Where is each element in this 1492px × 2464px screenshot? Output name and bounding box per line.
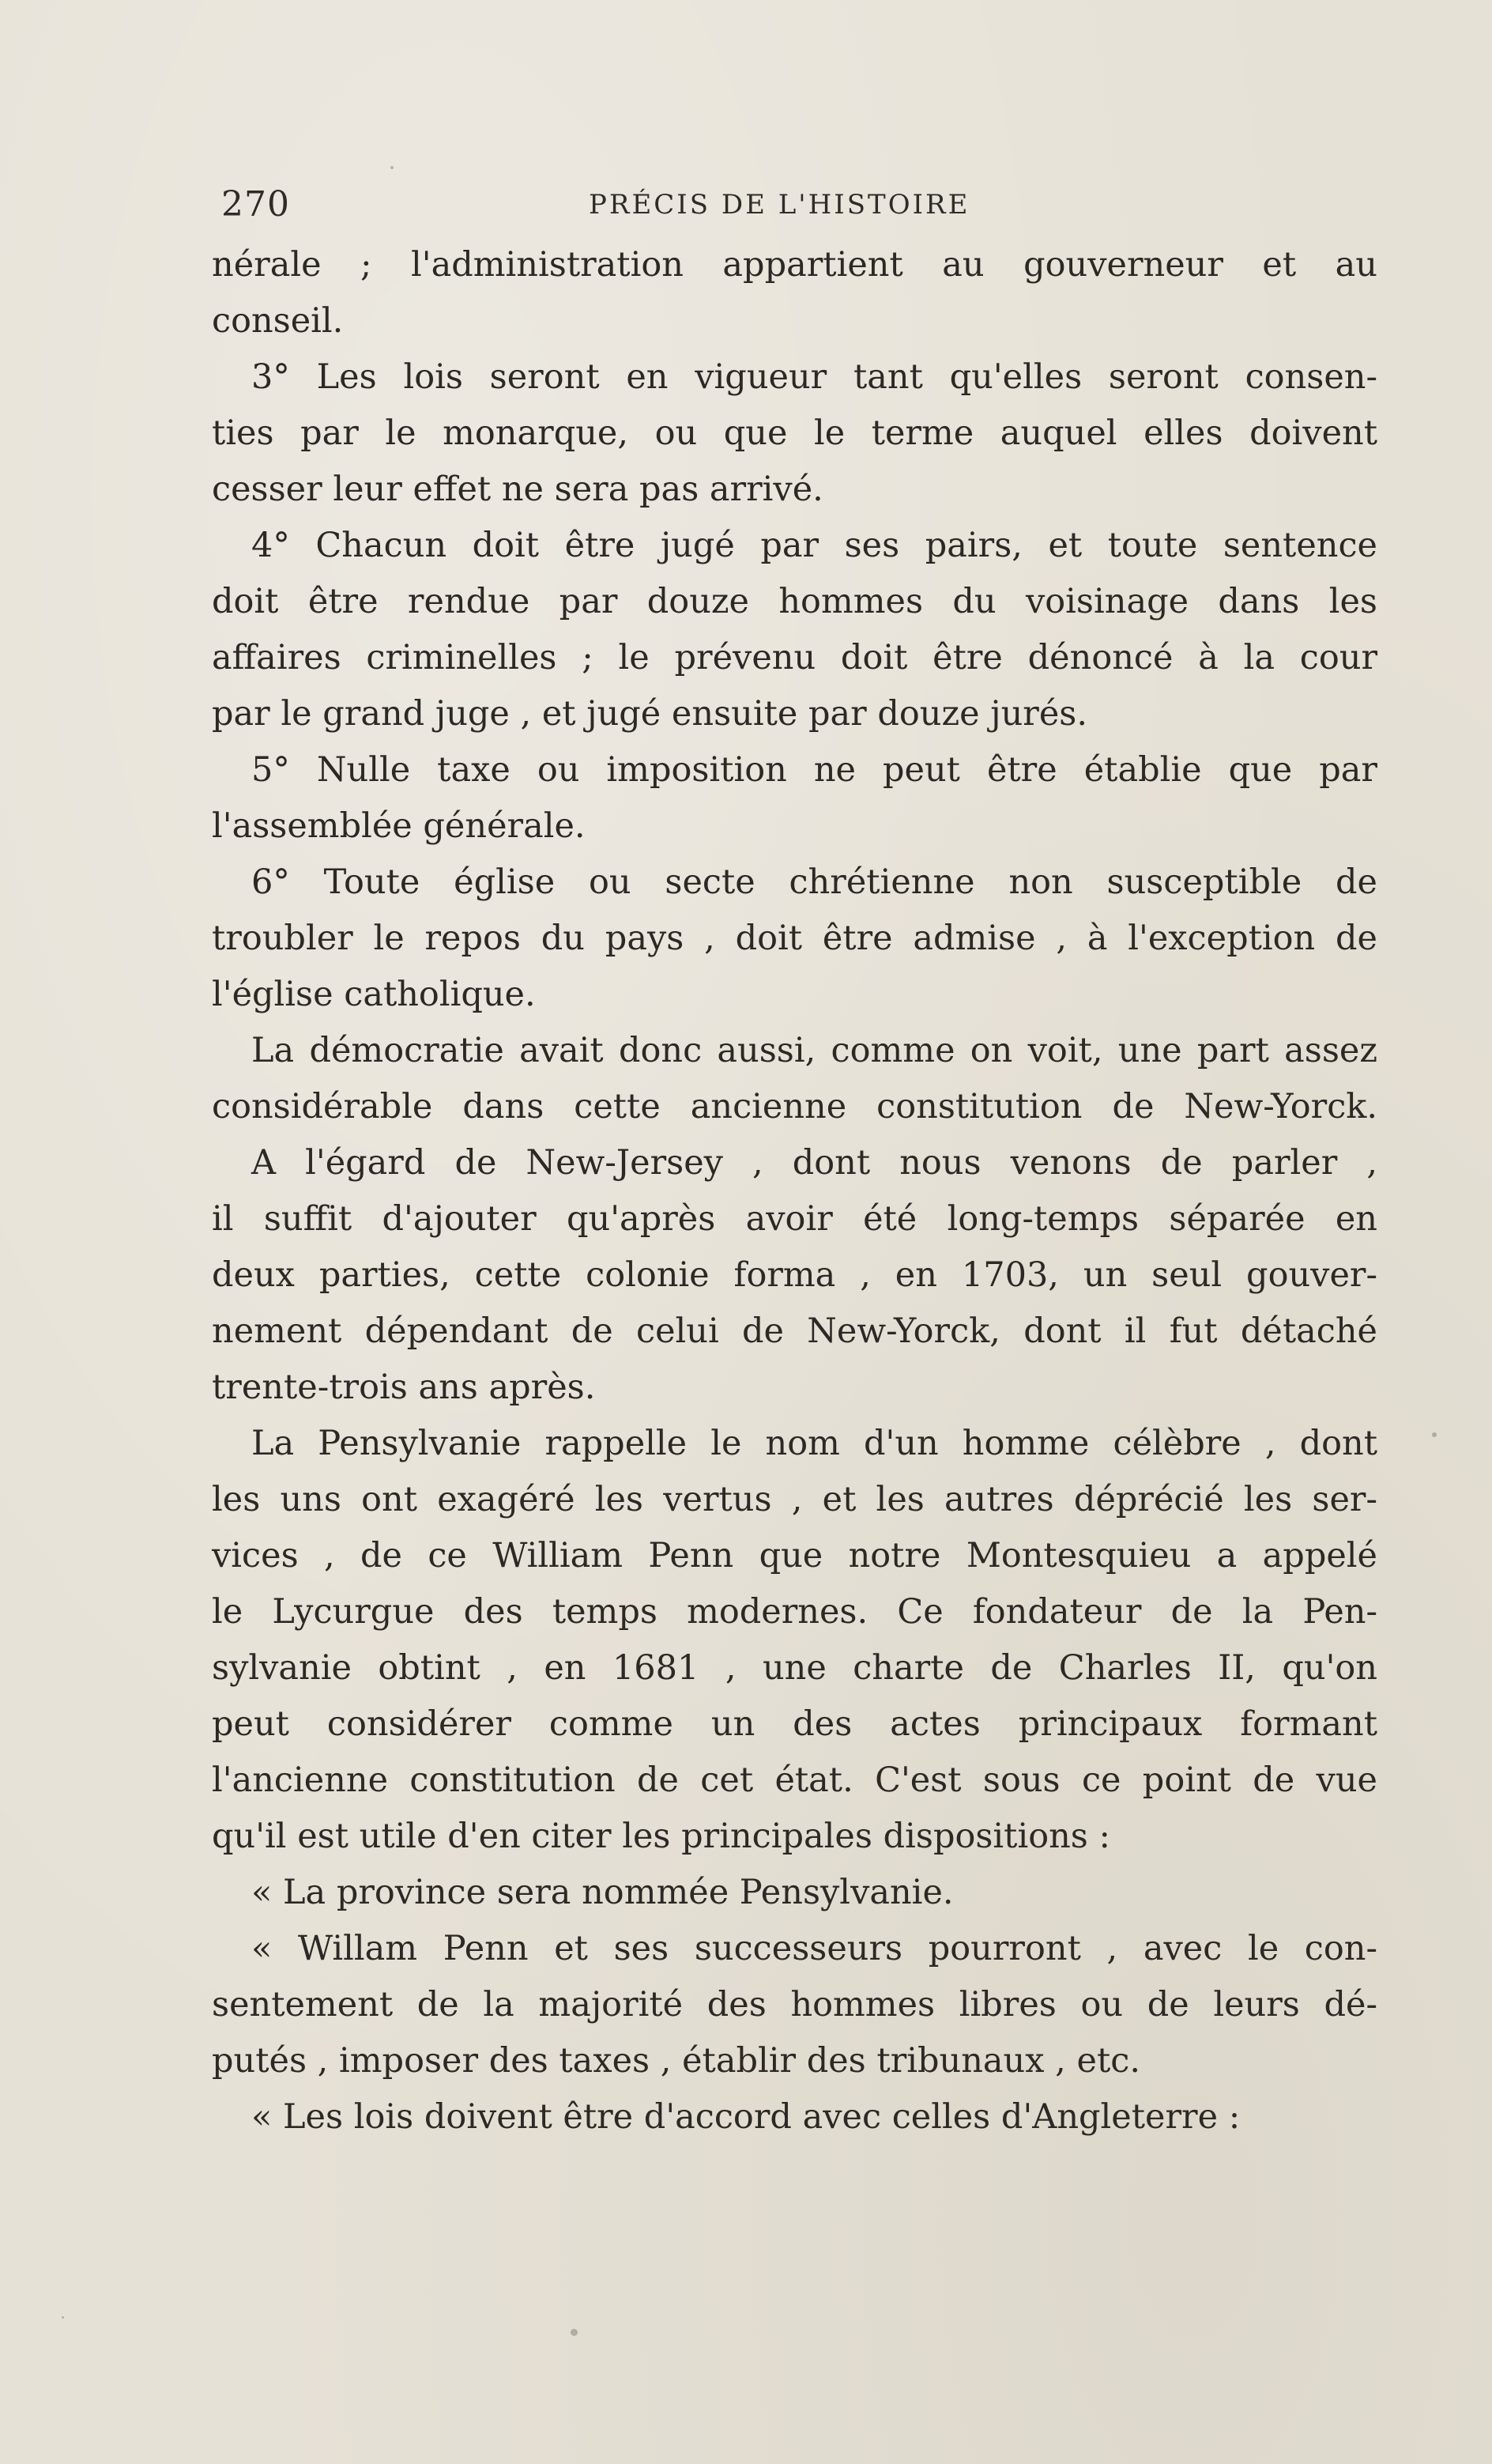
text-line: « Les lois doivent être d'accord avec celles d'Angleterre : [251,2097,1241,2137]
body-text [212,237,1377,2145]
paper-speck [390,166,394,169]
text-line: conseil. [212,301,344,341]
text-line: deux parties, cette colonie forma , en 1703, un seul gouver- [212,1255,1377,1295]
text-line: peut considérer comme un des actes principaux formant [212,1704,1377,1744]
text-line: trente-trois ans après. [212,1368,596,1407]
text-line: cesser leur effet ne sera pas arrivé. [212,470,823,509]
text-line: putés , imposer des taxes , établir des tribunaux , etc. [212,2041,1140,2081]
text-line: qu'il est utile d'en citer les principales dispositions : [212,1817,1111,1856]
text-line: La démocratie avait donc aussi, comme on voit, une part assez [251,1031,1377,1070]
text-line: l'ancienne constitution de cet état. C'est sous ce point de vue [212,1760,1377,1800]
text-line: le Lycurgue des temps modernes. Ce fondateur de la Pen- [212,1592,1377,1632]
paper-speck [1432,1432,1437,1437]
text-line: « La province sera nommée Pensylvanie. [251,1873,954,1912]
page-number: 270 [221,184,290,225]
paper-speck [571,2329,578,2336]
text-line: il suffit d'ajouter qu'après avoir été long-temps séparée en [212,1199,1377,1239]
text-line: La Pensylvanie rappelle le nom d'un homme célèbre , dont [251,1424,1377,1463]
text-line: ties par le monarque, ou que le terme auquel elles doivent [212,413,1377,453]
text-line: troubler le repos du pays , doit être admise , à l'exception de [212,919,1377,958]
text-line: considérable dans cette ancienne constitution de New-Yorck. [212,1087,1377,1126]
text-line: 5° Nulle taxe ou imposition ne peut être établie que par [251,750,1377,790]
text-line: sylvanie obtint , en 1681 , une charte de Charles II, qu'on [212,1648,1377,1688]
page-header [213,178,1375,233]
text-line: « Willam Penn et ses successeurs pourront , avec le con- [251,1929,1377,1968]
text-line: vices , de ce William Penn que notre Montesquieu a appelé [212,1536,1377,1575]
text-line: 4° Chacun doit être jugé par ses pairs, et toute sentence [251,526,1377,565]
text-line: affaires criminelles ; le prévenu doit être dénoncé à la cour [212,638,1377,677]
text-line: les uns ont exagéré les vertus , et les autres déprécié les ser- [212,1480,1377,1519]
text-line: 3° Les lois seront en vigueur tant qu'elles seront consen- [251,357,1377,397]
text-line: l'assemblée générale. [212,806,586,846]
text-line: nement dépendant de celui de New-Yorck, dont il fut détaché [212,1311,1377,1351]
text-line: doit être rendue par douze hommes du voisinage dans les [212,582,1377,621]
text-line: 6° Toute église ou secte chrétienne non susceptible de [251,862,1377,902]
text-line: nérale ; l'administration appartient au gouverneur et au [212,245,1377,285]
text-line: par le grand juge , et jugé ensuite par douze jurés. [212,694,1088,734]
paper-speck [62,2316,64,2319]
running-title: PRÉCIS DE L'HISTOIRE [589,189,970,221]
text-line: l'église catholique. [212,975,536,1014]
text-line: A l'égard de New-Jersey , dont nous venons de parler , [251,1143,1377,1183]
text-line: sentement de la majorité des hommes libres ou de leurs dé- [212,1985,1377,2024]
